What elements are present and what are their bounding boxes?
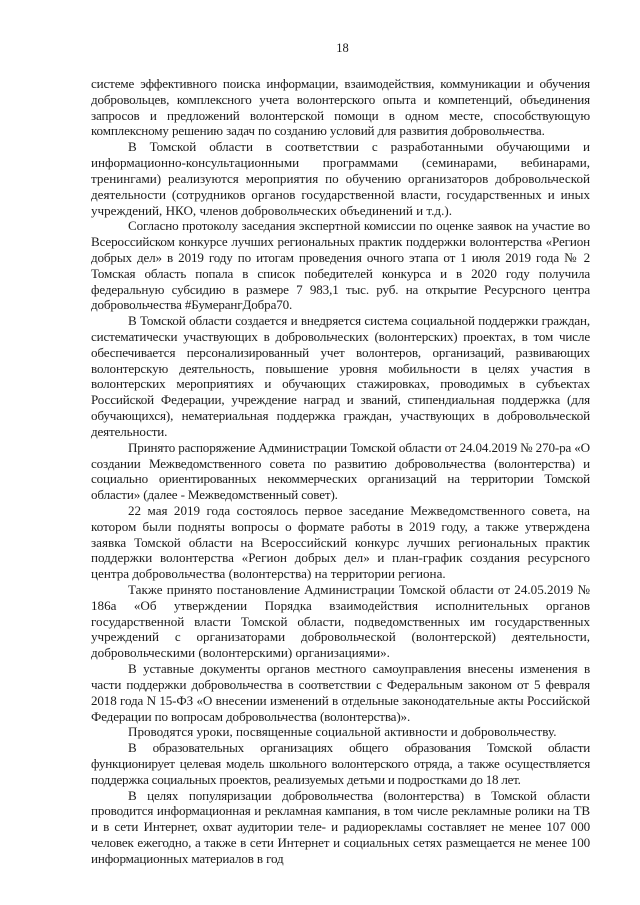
paragraph: 22 мая 2019 года состоялось первое заседание Межведомственного совета, на котором были подняты вопросы о формате работы в 2019 году, а также утверждена заявка Томской области на Всероссийский конкурс лучших региональных практик поддержки волонтерства «Регион добрых дел» и план-график создания ресурсного центра добровольчества (волонтерства) на территории региона. (91, 502, 590, 582)
paragraph: Принято распоряжение Администрации Томской области от 24.04.2019 № 270-ра «О создании Межведомственного совета по развитию добровольчества (волонтерства) и социально ориентированных некоммерческих организаций на территории Томской области» (далее - Межведомственный совет). (91, 439, 590, 503)
document-body (91, 76, 590, 867)
paragraph: В Томской области в соответствии с разработанными обучающими и информационно-консультационными программами (семинарами, вебинарами, тренингами) реализуются мероприятия по обучению организаторов добровольческой деятельности (сотрудников органов государственной власти, государственных и иных учреждений, НКО, членов добровольческих объединений и т.д.). (91, 139, 590, 218)
page-number: 18 (336, 41, 349, 55)
paragraph: В уставные документы органов местного самоуправления внесены изменения в части поддержки добровольчества в соответствии с Федеральным законом от 5 февраля 2018 года N 15-ФЗ «О внесении изменений в отдельные законодательные акты Российской Федерации по вопросам добровольчества (волонтерства)». (91, 661, 590, 724)
paragraph: В целях популяризации добровольчества (волонтерства) в Томской области проводится информационная и рекламная кампания, в том числе рекламные ролики на ТВ и в сети Интернет, охват аудитории теле- и радиорекламы составляет не менее 107 000 человек ежегодно, а также в сети Интернет и социальных сетях размещается не менее 100 информационных материалов в год (91, 787, 590, 866)
paragraph: В Томской области создается и внедряется система социальной поддержки граждан, систематически участвующих в добровольческих (волонтерских) проектах, в том числе обеспечивается персонализированный учет волонтеров, организаций, развивающих волонтерскую деятельность, повышение уровня мобильности в целях участия в волонтерских мероприятиях и обучающих стажировках, проводимых в субъектах Российской Федерации, учреждение наград и званий, стипендиальная поддержка (для обучающихся), нематериальная поддержка граждан, участвующих в добровольческой деятельности. (91, 313, 590, 439)
paragraph: Проводятся уроки, посвященные социальной активности и добровольчеству. (128, 724, 557, 740)
paragraph: Согласно протоколу заседания экспертной комиссии по оценке заявок на участие во Всероссийском конкурсе лучших региональных практик поддержки волонтерства «Регион добрых дел» в 2019 году по итогам проведения очного этапа от 1 июля 2019 года № 2 Томская область попала в список победителей конкурса и в 2020 году получила федеральную субсидию в размере 7 983,1 тыс. руб. на открытие Ресурсного центра добровольчества #БумерангДобра70. (91, 218, 590, 313)
paragraph: В образовательных организациях общего образования Томской области функционирует целевая модель школьного волонтерского отряда, а также осуществляется поддержка социальных проектов, реализуемых детьми и подростками до 18 лет. (91, 740, 590, 787)
paragraph: Также принято постановление Администрации Томской области от 24.05.2019 № 186а «Об утверждении Порядка взаимодействия исполнительных органов государственной власти Томской области, подведомственных им государственных учреждений с организаторами добровольческой (волонтерской) деятельности, добровольческими (волонтерскими) организациями». (91, 582, 590, 661)
paragraph: системе эффективного поиска информации, взаимодействия, коммуникации и обучения добровольцев, комплексного учета волонтерского опыта и компетенций, объединения запросов и предложений волонтерской помощи в одном месте, способствующую комплексному решению задач по созданию условий для развития добровольчества. (91, 76, 590, 139)
